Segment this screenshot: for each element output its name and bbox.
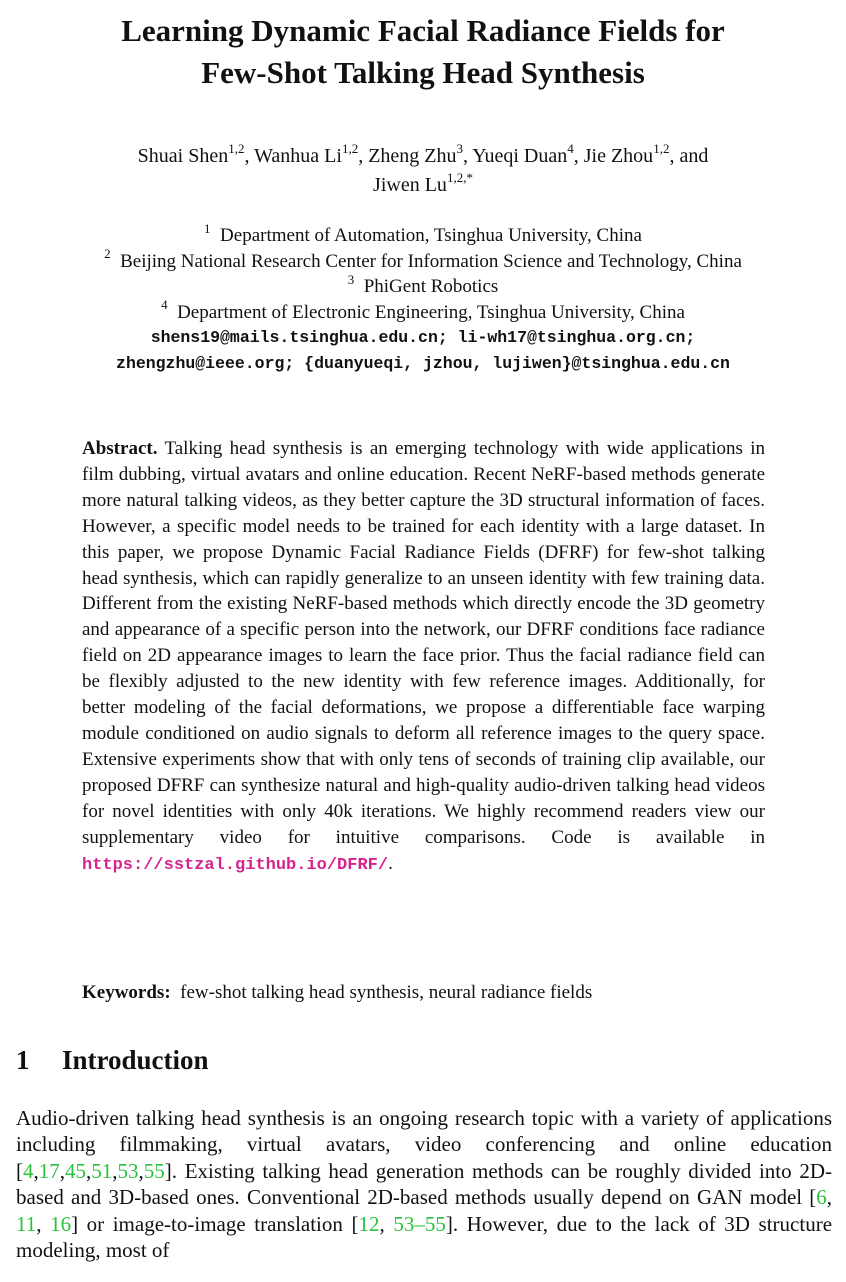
affiliation: $^1$ Department of Automation, Tsinghua University, China (204, 220, 642, 246)
author: Jiwen $Lu^{1,2,*}$ (373, 170, 473, 196)
section-heading (16, 1045, 209, 1076)
affiliation: $^3$ PhiGent Robotics (347, 271, 499, 297)
citation-link[interactable]: 55 (143, 1158, 165, 1183)
citation-link[interactable]: 4 (23, 1158, 34, 1183)
email-line-1: shens19@mails.tsinghua.edu.cn; li-wh17@tsinghua.org.cn; (150, 328, 696, 347)
abstract: Abstract. Talking head synthesis is an emerging technology with wide applications in film dubbing, virtual avatars and online education. Recent NeRF-based methods generate more natural talking videos, as they better capture the 3D structural information of faces. However, a specific model needs to be trained for each identity with a large dataset. In this paper, we propose Dynamic Facial Radiance Fields (DFRF) for few-shot talking head synthesis, which can rapidly generalize to an unseen identity with few training data. Different from the existing NeRF-based methods which directly encode the 3D geometry and appearance of a specific person into the network, our DFRF conditions face radiance field on 2D appearance images to learn the face prior. Thus the facial radiance field can be flexibly adjusted to the new identity with few reference images. Additionally, for better modeling of the facial deformations, we propose a differentiable face warping module conditioned on audio signals to deform all reference images to the query space. Extensive experiments show that with only tens of seconds of training clip available, our proposed DFRF can synthesize natural and high-quality audio-driven talking head videos for novel identities with only 40k iterations. We highly recommend readers view our supplementary video for intuitive comparisons. Code is available in https://sstzal.github.io/DFRF/. (82, 438, 765, 875)
code-link[interactable]: https://sstzal.github.io/DFRF/ (82, 855, 389, 875)
affiliation: $^2$ Beijing National Research Center for Information Science and Technology, China (104, 246, 742, 272)
keywords-label: Keywords: (82, 982, 171, 1003)
title-line-2: Few-Shot Talking Head Synthesis (201, 55, 645, 90)
affiliations (0, 220, 846, 376)
citation-link[interactable]: 17 (38, 1158, 60, 1183)
citation-link[interactable]: 16 (50, 1211, 72, 1236)
intro-paragraph: Audio-driven talking head synthesis is an ongoing research topic with a variety of applications including filmmaking, virtual avatars, video conferencing and online education [4,17,45,51,53,55]. Existing talking head generation methods can be roughly divided into 2D-based and 3D-based ones. Conventional 2D-based methods usually depend on GAN model [6, 11, 16] or image-to-image translation [12, 53–55]. However, due to the lack of 3D structure modeling, most of (16, 1106, 833, 1263)
citation-link[interactable]: 51 (91, 1158, 113, 1183)
section-number: 1 (16, 1045, 30, 1075)
citation-link[interactable]: 6 (816, 1185, 827, 1210)
author: Zheng Zhu$^3$, (368, 141, 473, 167)
keywords-text: few-shot talking head synthesis, neural radiance fields (180, 982, 593, 1003)
author: Jie Zhou$^{1,2}$, and (583, 141, 709, 167)
citation-link[interactable]: 53–55 (393, 1211, 446, 1236)
paper-title (0, 10, 846, 94)
citation-link[interactable]: 45 (65, 1158, 86, 1183)
affiliation: $^4$ Department of Electronic Engineering, Tsinghua University, China (161, 297, 685, 323)
author: Wanhua Li$^{1,2}$, (254, 141, 369, 167)
citation-link[interactable]: 53 (117, 1158, 139, 1183)
citation-link[interactable]: 11 (16, 1211, 37, 1236)
author: Yueqi Duan$^4$, (472, 141, 584, 167)
citation-link[interactable]: 12 (358, 1211, 380, 1236)
abstract-text: Talking head synthesis is an emerging technology with wide applications in film dubbing, virtual avatars and online education. Recent NeRF-based methods generate more natural talking videos, as they better capture the 3D structural information of faces. However, a specific model needs to be trained for each identity with a large dataset. In this paper, we propose Dynamic Facial Radiance Fields (DFRF) for few-shot talking head synthesis, which can rapidly generalize to an unseen identity with few training data. Different from the existing NeRF-based methods which directly encode the 3D geometry and appearance of a specific person into the network, our DFRF conditions face radiance field on 2D appearance images to learn the face prior. Thus the facial radiance field can be flexibly adjusted to the new identity with few reference images. Additionally, for better modeling of the facial deformations, we propose a differentiable face warping module conditioned on audio signals to deform all reference images to the query space. Extensive experiments show that with only tens of seconds of training clip available, our proposed DFRF can synthesize natural and high-quality audio-driven talking head videos for novel identities with only 40k iterations. We highly recommend readers view our supplementary video for intuitive comparisons. Code is available in (82, 438, 765, 848)
abstract-label: Abstract. (82, 438, 158, 459)
title-line-1: Learning Dynamic Facial Radiance Fields for (121, 13, 725, 48)
author-list (30, 142, 816, 200)
email-line-2: zhengzhu@ieee.org; {duanyueqi, jzhou, lujiwen}@tsinghua.edu.cn (116, 353, 730, 373)
section-title: Introduction (62, 1045, 209, 1075)
keywords (82, 980, 765, 1006)
author: Shuai Shen$^{1,2}$, (137, 141, 255, 167)
